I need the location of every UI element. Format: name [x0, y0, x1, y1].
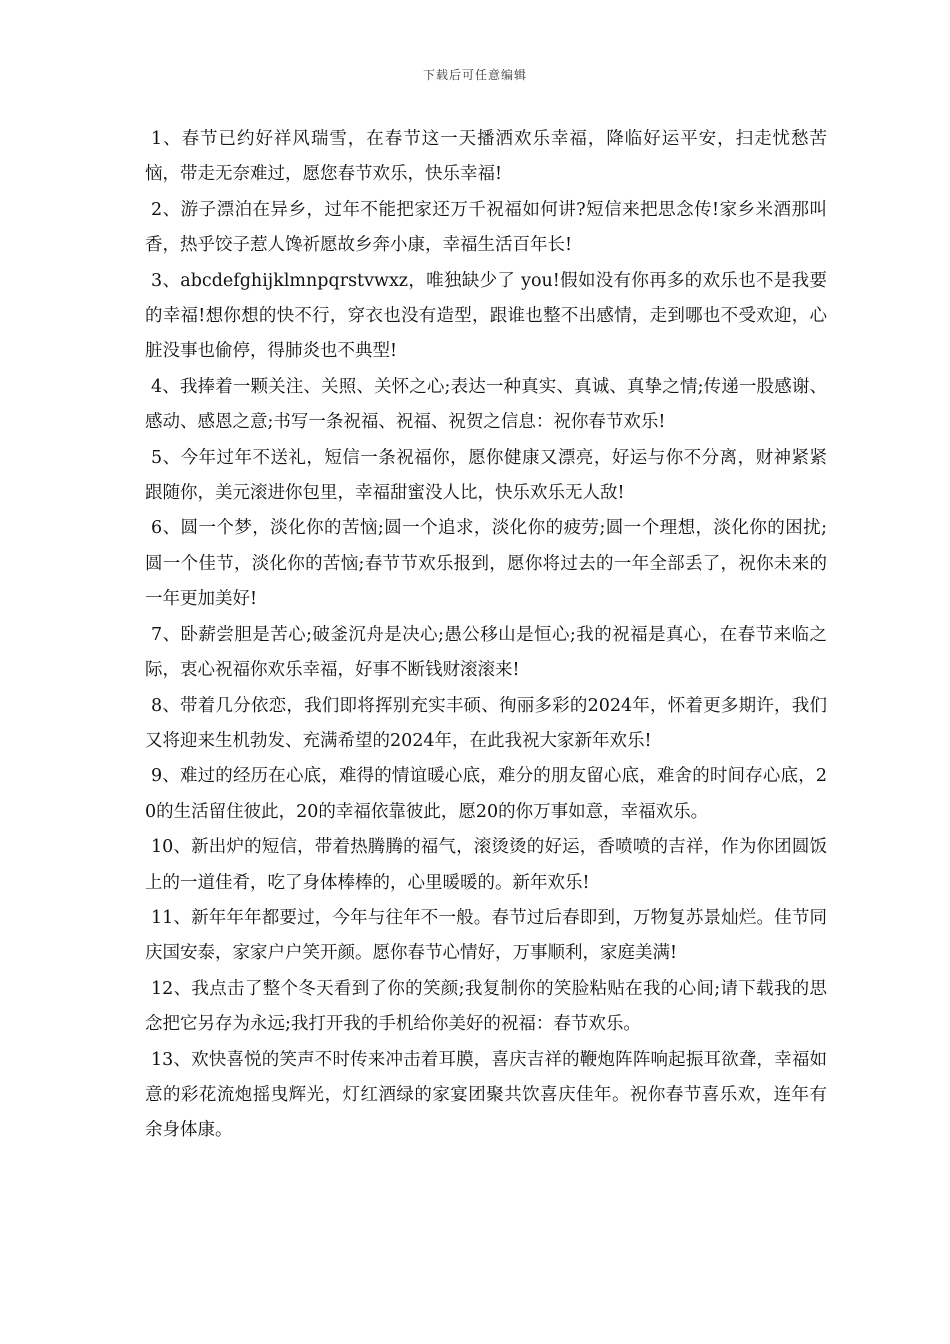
paragraph-12: 12、我点击了整个冬天看到了你的笑颜;我复制你的笑脸粘贴在我的心间;请下载我的思念把它另存为永远;我打开我的手机给你美好的祝福：春节欢乐。: [145, 978, 827, 1035]
paragraph-3: 3、abcdefghijklmnpqrstvwxz，唯独缺少了 you!假如没有你再多的欢乐也不是我要的幸福!想你想的快不行，穿衣也没有造型，跟谁也整不出感情，走到哪也不受欢迎，心脏没事也偷停，得肺炎也不典型!: [145, 270, 827, 362]
document-body: [145, 122, 827, 1149]
page-header-note: 下载后可任意编辑: [422, 68, 527, 82]
paragraph-9: 9、难过的经历在心底，难得的情谊暖心底，难分的朋友留心底，难舍的时间存心底，20的生活留住彼此，20的幸福依靠彼此，愿20的你万事如意，幸福欢乐。: [145, 766, 827, 822]
paragraph-2: 2、游子漂泊在异乡，过年不能把家还万千祝福如何讲?短信来把思念传!家乡米酒那叫香，热乎饺子惹人馋祈愿故乡奔小康，幸福生活百年长!: [145, 199, 827, 256]
paragraph-7: 7、卧薪尝胆是苦心;破釜沉舟是决心;愚公移山是恒心;我的祝福是真心，在春节来临之际，衷心祝福你欢乐幸福，好事不断钱财滚滚来!: [145, 624, 827, 681]
paragraph-5: 5、今年过年不送礼，短信一条祝福你，愿你健康又漂亮，好运与你不分离，财神紧紧跟随你，美元滚进你包里，幸福甜蜜没人比，快乐欢乐无人敌!: [145, 447, 827, 504]
paragraph-10: 10、新出炉的短信，带着热腾腾的福气，滚烫烫的好运，香喷喷的吉祥，作为你团圆饭上的一道佳肴，吃了身体棒棒的，心里暖暖的。新年欢乐!: [145, 837, 827, 893]
paragraph-13: 13、欢快喜悦的笑声不时传来冲击着耳膜，喜庆吉祥的鞭炮阵阵响起振耳欲聋，幸福如意的彩花流炮摇曳辉光，灯红酒绿的家宴团聚共饮喜庆佳年。祝你春节喜乐欢，连年有余身体康。: [145, 1049, 827, 1141]
paragraph-1: 1、春节已约好祥风瑞雪，在春节这一天播洒欢乐幸福，降临好运平安，扫走忧愁苦恼，带走无奈难过，愿您春节欢乐，快乐幸福!: [145, 129, 827, 185]
paragraph-6: 6、圆一个梦，淡化你的苦恼;圆一个追求，淡化你的疲劳;圆一个理想，淡化你的困扰;圆一个佳节，淡化你的苦恼;春节节欢乐报到，愿你将过去的一年全部丢了，祝你未来的一年更加美好!: [145, 518, 827, 610]
paragraph-4: 4、我捧着一颗关注、关照、关怀之心;表达一种真实、真诚、真挚之情;传递一股感谢、感动、感恩之意;书写一条祝福、祝福、祝贺之信息：祝你春节欢乐!: [145, 376, 827, 433]
paragraph-8: 8、带着几分依恋，我们即将挥别充实丰硕、徇丽多彩的2024年，怀着更多期许，我们又将迎来生机勃发、充满希望的2024年，在此我祝大家新年欢乐!: [145, 695, 827, 751]
paragraph-11: 11、新年年年都要过，今年与往年不一般。春节过后春即到，万物复苏景灿烂。佳节同庆国安泰，家家户户笑开颜。愿你春节心情好，万事顺利，家庭美满!: [145, 907, 827, 964]
